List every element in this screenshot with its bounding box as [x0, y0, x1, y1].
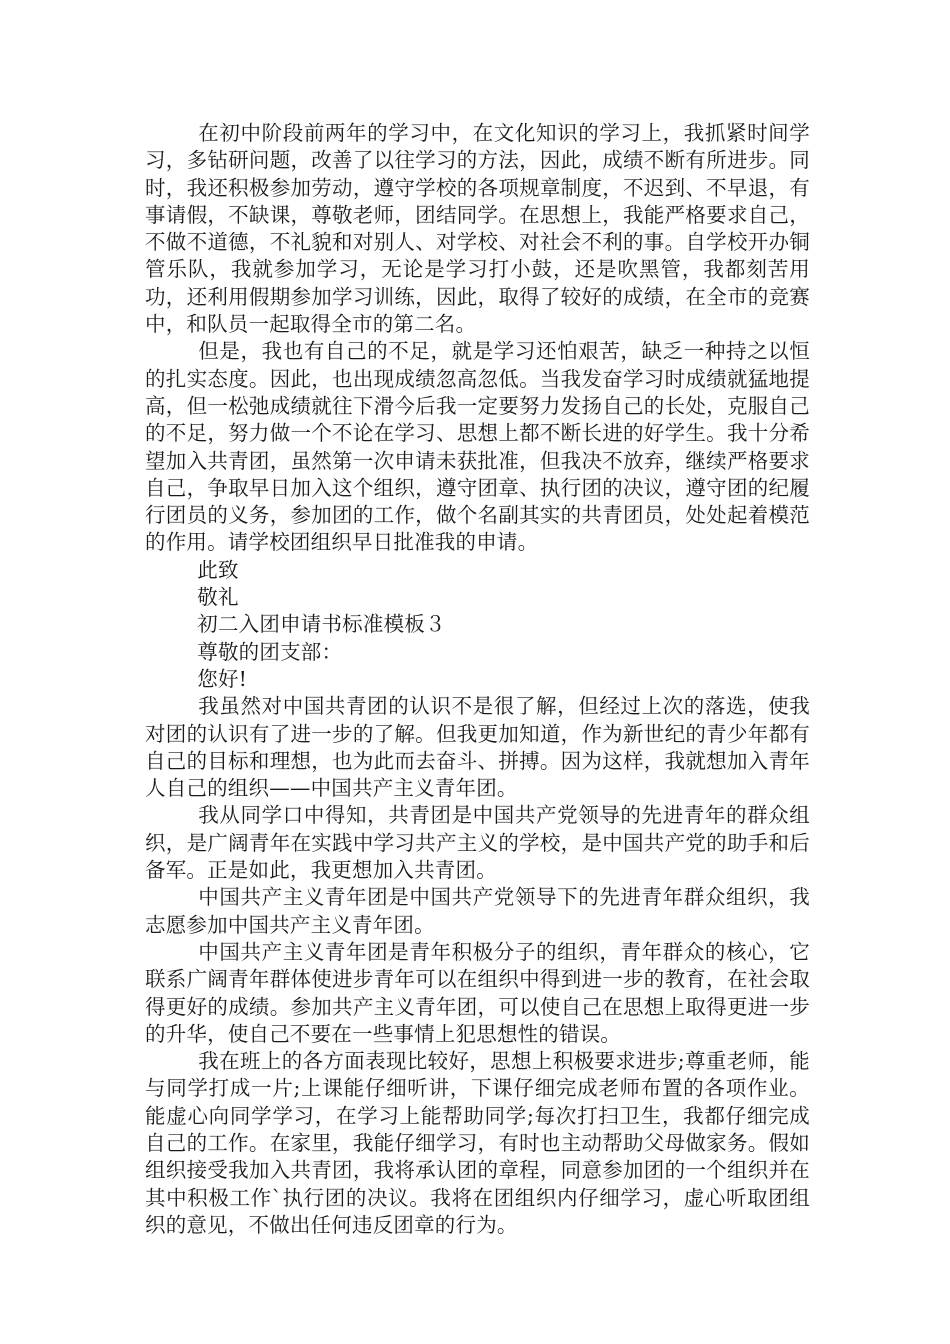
- paragraph: 中国共产主义青年团是青年积极分子的组织，青年群众的核心，它联系广阔青年群体使进步青年可以在组织中得到进一步的教育，在社会取得更好的成绩。参加共产主义青年团，可以使自己在思想上取得更进一步的升华，使自己不要在一些事情上犯思想性的错误。: [145, 939, 810, 1046]
- paragraph: 中国共产主义青年团是中国共产党领导下的先进青年群众组织，我志愿参加中国共产主义青年团。: [145, 885, 810, 937]
- paragraph: 但是，我也有自己的不足，就是学习还怕艰苦，缺乏一种持之以恒的扎实态度。因此，也出现成绩忽高忽低。当我发奋学习时成绩就猛地提高，但一松弛成绩就往下滑今后我一定要努力发扬自己的长处，克服自己的不足，努力做一个不论在学习、思想上都不断长进的好学生。我十分希望加入共青团，虽然第一次申请未获批准，但我决不放弃，继续严格要求自己，争取早日加入这个组织，遵守团章、执行团的决议，遵守团的纪履行团员的义务，参加团的工作，做个名副其实的共青团员，处处起着模范的作用。请学校团组织早日批准我的申请。: [145, 339, 810, 555]
- closing-line: 此致: [197, 557, 239, 582]
- document-page: [145, 120, 810, 1239]
- salutation: 尊敬的团支部：: [197, 639, 343, 664]
- greeting: 您好!: [197, 666, 248, 691]
- closing-line: 敬礼: [197, 585, 239, 610]
- paragraph: 在初中阶段前两年的学习中，在文化知识的学习上，我抓紧时间学习，多钻研问题，改善了以往学习的方法，因此，成绩不断有所进步。同时，我还积极参加劳动，遵守学校的各项规章制度，不迟到、不早退，有事请假，不缺课，尊敬老师，团结同学。在思想上，我能严格要求自己，不做不道德，不礼貌和对别人、对学校、对社会不利的事。自学校开办铜管乐队，我就参加学习，无论是学习打小鼓，还是吹黑管，我都刻苦用功，还利用假期参加学习训练，因此，取得了较好的成绩，在全市的竞赛中，和队员一起取得全市的第二名。: [145, 121, 810, 337]
- paragraph: 我在班上的各方面表现比较好，思想上积极要求进步;尊重老师，能与同学打成一片;上课能仔细听讲，下课仔细完成老师布置的各项作业。能虚心向同学学习，在学习上能帮助同学;每次打扫卫生，我都仔细完成自己的工作。在家里，我能仔细学习，有时也主动帮助父母做家务。假如组织接受我加入共青团，我将承认团的章程，同意参加团的一个组织并在其中积极工作`执行团的决议。我将在团组织内仔细学习，虚心听取团组织的意见，不做出任何违反团章的行为。: [145, 1049, 810, 1237]
- section-title: 初二入团申请书标准模板３: [197, 612, 446, 637]
- paragraph: 我从同学口中得知，共青团是中国共产党领导的先进青年的群众组织，是广阔青年在实践中学习共产主义的学校，是中国共产党的助手和后备军。正是如此，我更想加入共青团。: [145, 803, 810, 883]
- paragraph: 我虽然对中国共青团的认识不是很了解，但经过上次的落选，使我对团的认识有了进一步的了解。但我更加知道，作为新世纪的青少年都有自己的目标和理想，也为此而去奋斗、拼搏。因为这样，我就想加入青年人自己的组织——中国共产主义青年团。: [145, 694, 810, 801]
